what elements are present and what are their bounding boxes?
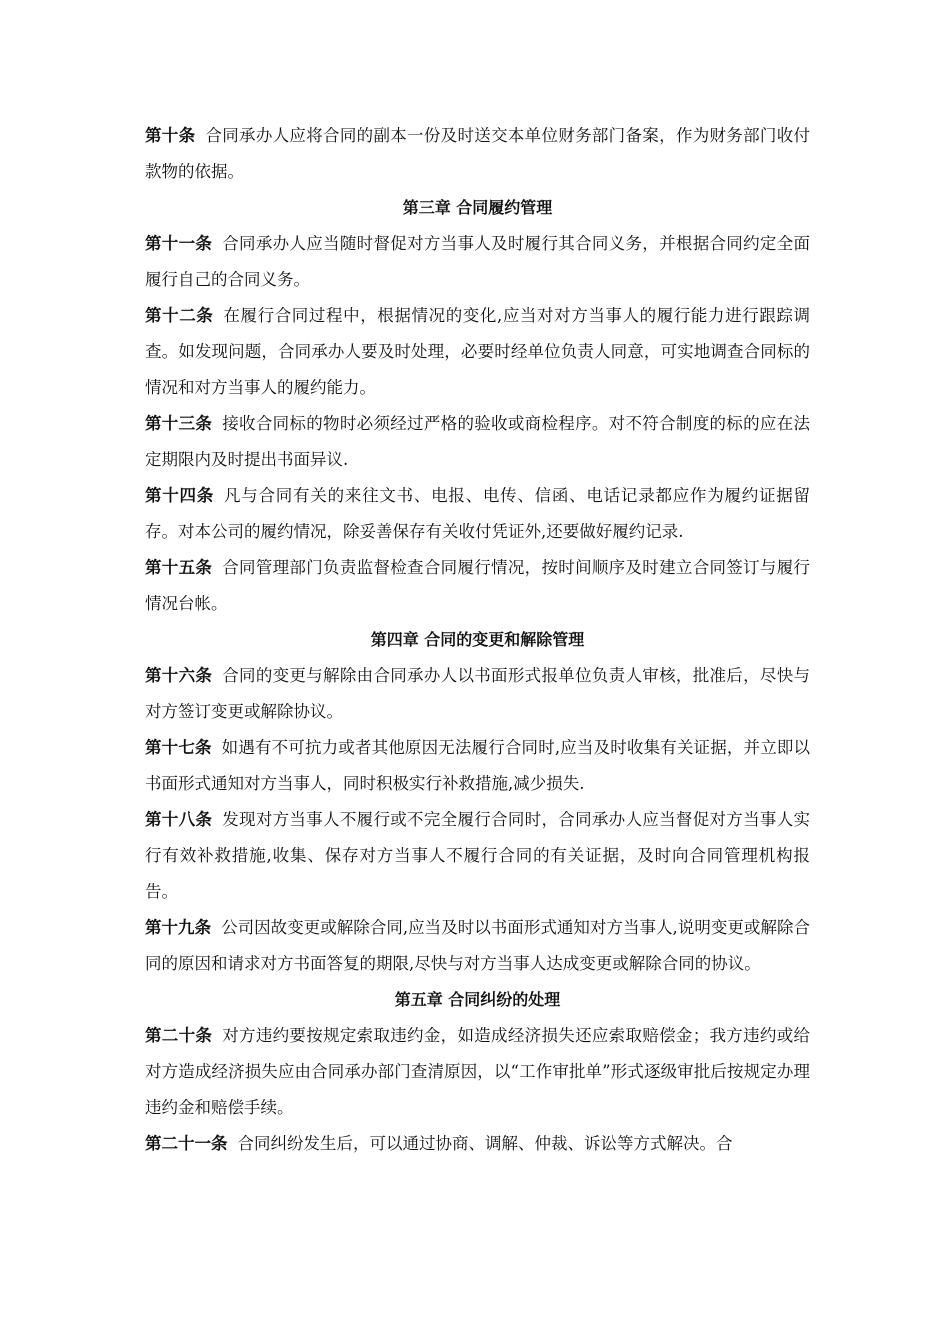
article-text: 合同管理部门负责监督检查合同履行情况，按时间顺序及时建立合同签订与履行情况台帐。 <box>145 558 811 613</box>
chapter-5-heading: 第五章 合同纠纷的处理 <box>394 990 561 1009</box>
article-20 <box>145 1018 810 1126</box>
article-number: 第十八条 <box>145 810 213 829</box>
article-17 <box>145 730 810 802</box>
article-13 <box>145 406 810 478</box>
chapter-4-heading: 第四章 合同的变更和解除管理 <box>370 630 585 649</box>
article-10 <box>145 118 810 190</box>
article-11 <box>145 226 810 298</box>
article-number: 第二十一条 <box>145 1134 228 1153</box>
article-text: 发现对方当事人不履行或不完全履行合同时，合同承办人应当督促对方当事人实行有效补救措施,收集、保存对方当事人不履行合同的有关证据，及时向合同管理机构报告。 <box>145 810 811 901</box>
article-text: 如遇有不可抗力或者其他原因无法履行合同时,应当及时收集有关证据，并立即以书面形式通知对方当事人，同时积极实行补救措施,减少损失. <box>145 738 811 793</box>
article-12 <box>145 298 810 406</box>
article-14 <box>145 478 810 550</box>
article-number: 第十六条 <box>145 666 213 685</box>
article-number: 第十三条 <box>145 414 213 433</box>
article-21 <box>145 1126 810 1162</box>
article-text: 合同承办人应当随时督促对方当事人及时履行其合同义务，并根据合同约定全面履行自己的合同义务。 <box>145 234 811 289</box>
document-body <box>145 118 810 1162</box>
article-text: 凡与合同有关的来往文书、电报、电传、信函、电话记录都应作为履约证据留存。对本公司的履约情况，除妥善保存有关收付凭证外,还要做好履约记录. <box>145 486 811 541</box>
article-text: 接收合同标的物时必须经过严格的验收或商检程序。对不符合制度的标的应在法定期限内及时提出书面异议. <box>145 414 811 469</box>
article-number: 第十五条 <box>145 558 213 577</box>
article-16 <box>145 658 810 730</box>
article-text: 在履行合同过程中，根据情况的变化,应当对对方当事人的履行能力进行跟踪调查。如发现问题，合同承办人要及时处理，必要时经单位负责人同意，可实地调查合同标的情况和对方当事人的履约能力。 <box>145 306 811 397</box>
chapter-3-heading: 第三章 合同履约管理 <box>402 198 553 217</box>
article-number: 第十四条 <box>145 486 215 505</box>
article-number: 第二十条 <box>145 1026 213 1045</box>
article-number: 第十二条 <box>145 306 214 325</box>
article-number: 第十九条 <box>145 918 212 937</box>
article-15 <box>145 550 810 622</box>
article-18 <box>145 802 810 910</box>
article-text: 对方违约要按规定索取违约金，如造成经济损失还应索取赔偿金；我方违约或给对方造成经济损失应由合同承办部门查清原因，以“工作审批单”形式逐级审批后按规定办理违约金和赔偿手续。 <box>145 1026 811 1117</box>
article-number: 第十一条 <box>145 234 213 253</box>
article-text: 合同承办人应将合同的副本一份及时送交本单位财务部门备案，作为财务部门收付款物的依据。 <box>145 126 811 181</box>
article-number: 第十条 <box>145 126 196 145</box>
article-number: 第十七条 <box>145 738 212 757</box>
article-text: 合同的变更与解除由合同承办人以书面形式报单位负责人审核，批准后，尽快与对方签订变更或解除协议。 <box>145 666 811 721</box>
article-19 <box>145 910 810 982</box>
article-text: 公司因故变更或解除合同,应当及时以书面形式通知对方当事人,说明变更或解除合同的原因和请求对方书面答复的期限,尽快与对方当事人达成变更或解除合同的协议。 <box>145 918 810 973</box>
article-text: 合同纠纷发生后，可以通过协商、调解、仲裁、诉讼等方式解决。合 <box>237 1134 733 1153</box>
